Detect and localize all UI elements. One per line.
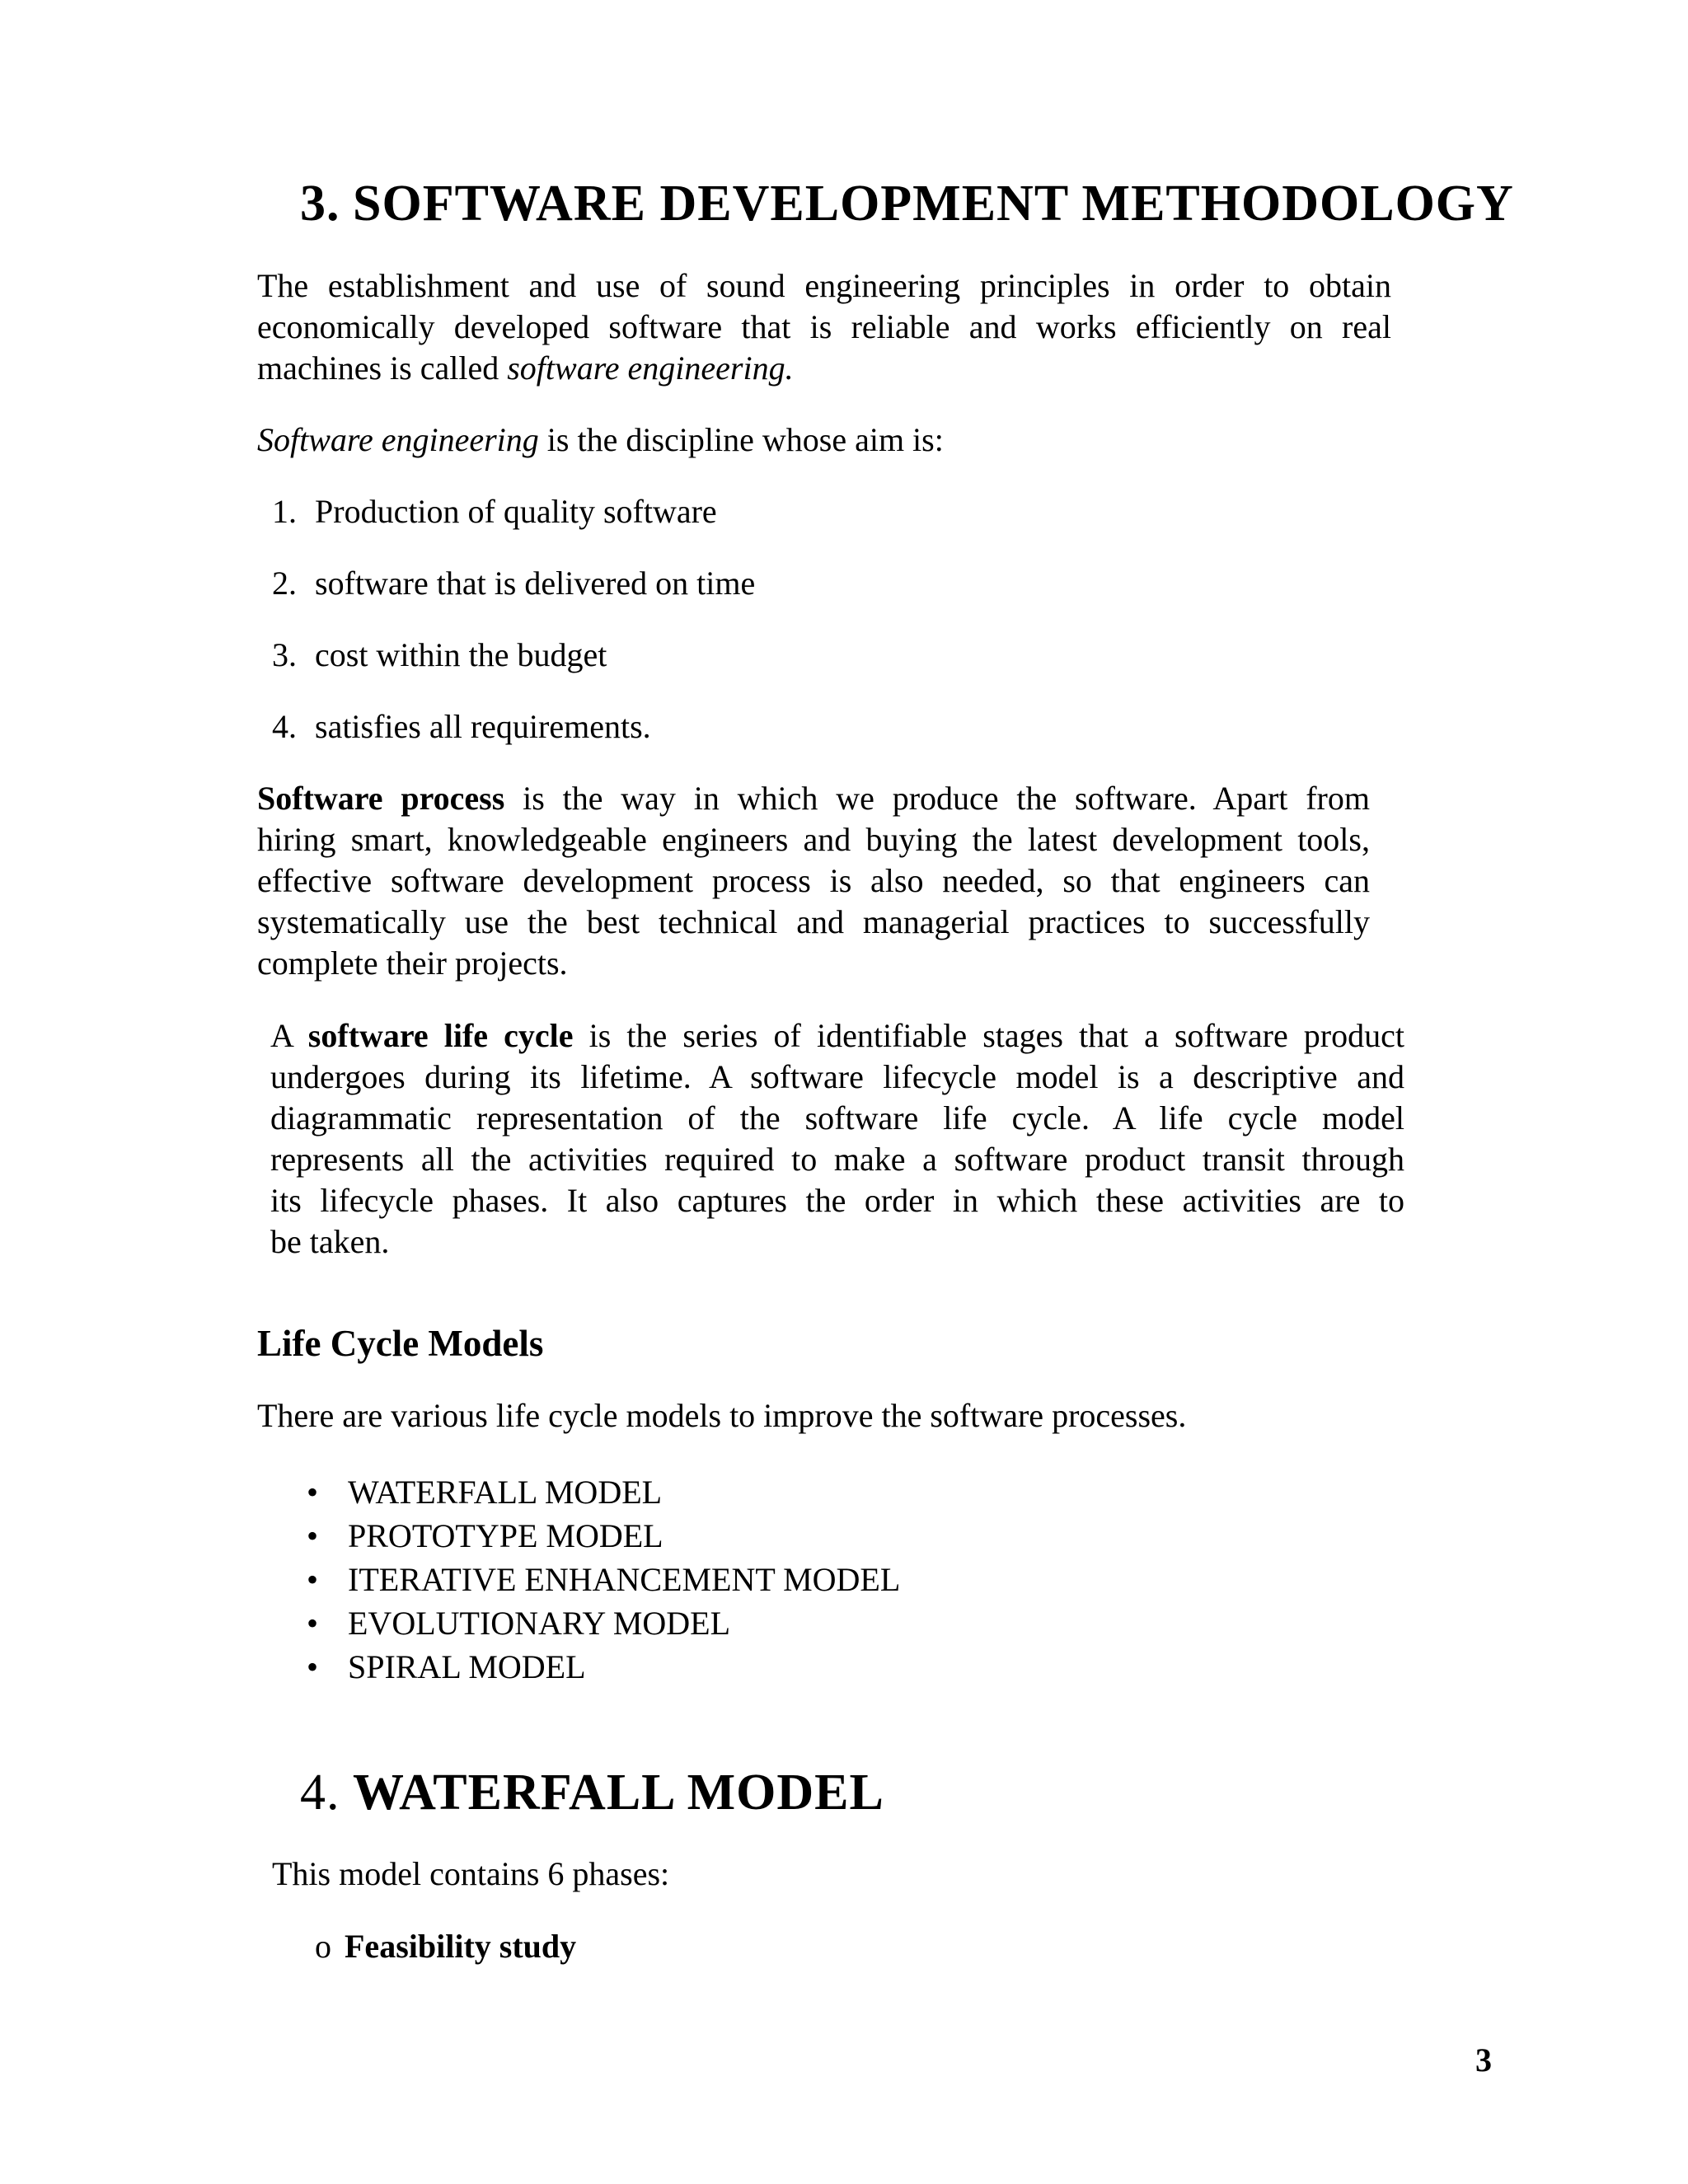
models-list (307, 1470, 900, 1689)
bullet-icon: • (307, 1474, 319, 1511)
section-4-title: WATERFALL MODEL (353, 1765, 884, 1821)
bullet-icon: • (307, 1517, 319, 1554)
process-line-1: Software process is the way in which we produce the software. Apart from (257, 780, 1370, 817)
process-line-3: effective software development process is also needed, so that engineers can (257, 862, 1370, 899)
models-intro: There are various life cycle models to improve the software processes. (257, 1397, 1187, 1434)
lifecycle-line-4: represents all the activities required to make a software product transit through (270, 1141, 1404, 1178)
section-3-heading (300, 175, 1514, 233)
phase-marker-icon: o (315, 1928, 331, 1965)
intro-line-3: machines is called software engineering. (257, 349, 794, 387)
list-item: • PROTOTYPE MODEL (307, 1514, 900, 1558)
process-line-5: complete their projects. (257, 944, 568, 982)
section-3-title: SOFTWARE DEVELOPMENT METHODOLOGY (353, 176, 1514, 232)
bullet-icon: • (307, 1561, 319, 1598)
intro-line-2: economically developed software that is reliable and works efficiently on real (257, 308, 1391, 345)
lifecycle-line-6: be taken. (270, 1223, 390, 1260)
list-item: • EVOLUTIONARY MODEL (307, 1601, 900, 1645)
aim-italic-term: Software engineering (257, 421, 539, 458)
lifecycle-line-3: diagrammatic representation of the software life cycle. A life cycle model (270, 1099, 1404, 1137)
list-item: • SPIRAL MODEL (307, 1645, 900, 1689)
lifecycle-line-2: undergoes during its lifetime. A software lifecycle model is a descriptive and (270, 1058, 1404, 1095)
list-item: • ITERATIVE ENHANCEMENT MODEL (307, 1558, 900, 1601)
section-4-heading (300, 1764, 884, 1822)
list-item: • WATERFALL MODEL (307, 1470, 900, 1514)
process-line-2: hiring smart, knowledgeable engineers and buying the latest development tools, (257, 821, 1370, 858)
process-bold-term: Software process (257, 780, 505, 817)
aims-list-item: 1. Production of quality software (272, 493, 717, 530)
life-cycle-models-heading: Life Cycle Models (257, 1323, 544, 1364)
intro-line-1: The establishment and use of sound engineering principles in order to obtain (257, 267, 1391, 304)
phase-list-item (315, 1927, 576, 1966)
lifecycle-paragraph (270, 1015, 1404, 1263)
intro-paragraph (257, 265, 1391, 389)
waterfall-intro: This model contains 6 phases: (272, 1855, 670, 1892)
bullet-icon: • (307, 1605, 319, 1642)
phase-title: Feasibility study (345, 1928, 577, 1965)
section-4-number: 4. (300, 1765, 340, 1821)
page-number: 3 (1475, 2041, 1492, 2079)
lifecycle-bold-term: software life cycle (307, 1017, 574, 1054)
process-line-4: systematically use the best technical and managerial practices to successfully (257, 903, 1370, 940)
aims-list-item: 3. cost within the budget (272, 636, 607, 673)
section-3-number: 3. (300, 176, 340, 232)
lifecycle-line-1: A software life cycle is the series of identifiable stages that a software product (270, 1017, 1404, 1054)
aims-list-item: 2. software that is delivered on time (272, 565, 756, 602)
bullet-icon: • (307, 1648, 319, 1685)
aims-list-item: 4. satisfies all requirements. (272, 708, 651, 745)
lifecycle-line-5: its lifecycle phases. It also captures the order in which these activities are to (270, 1182, 1404, 1219)
intro-italic-term: software engineering. (507, 349, 794, 387)
aim-sentence: Software engineering is the discipline whose aim is: (257, 421, 944, 458)
process-paragraph (257, 778, 1370, 984)
